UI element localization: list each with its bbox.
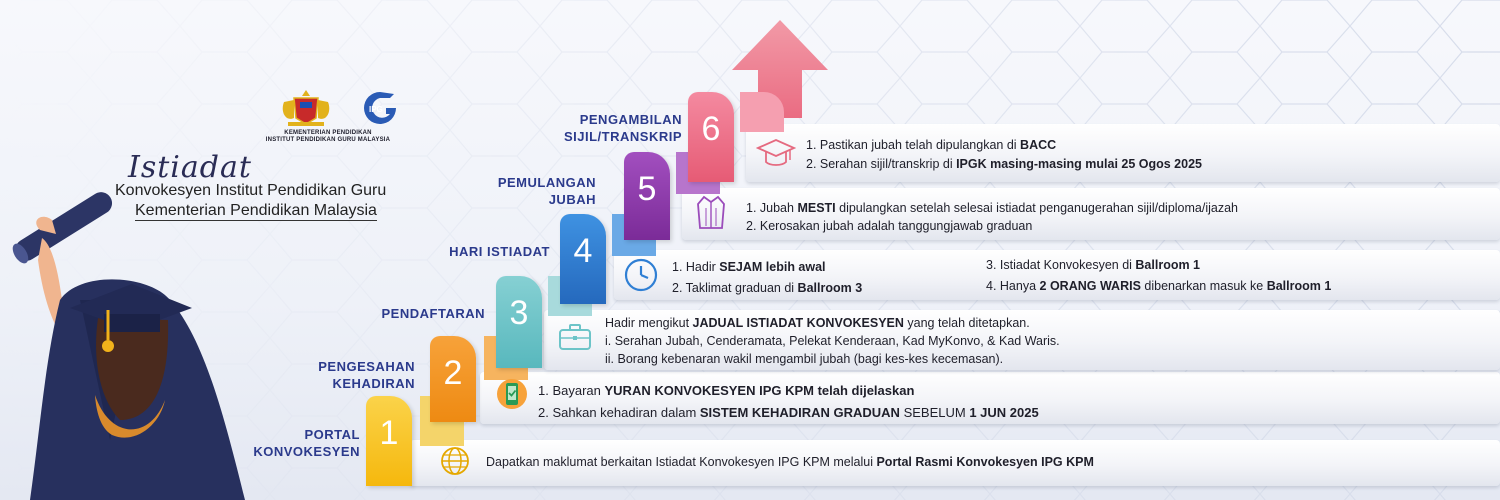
step6-number: 6 [701,110,721,148]
step5-line2: 2. Kerosakan jubah adalah tanggungjawab graduan [746,219,1033,233]
briefcase-icon [558,322,592,352]
step1-label-line1: PORTAL [304,427,360,442]
step5-line1-post: dipulangkan setelah selesai istiadat penganugerahan sijil/diploma/ijazah [835,201,1238,215]
step5-label-line1: PEMULANGAN [497,175,596,190]
globe-icon [440,446,470,476]
ipg-logo-icon [360,90,400,126]
step3-line3: ii. Borang kebenaran wakil mengambil jubah (bagi kes-kes kecemasan). [605,352,1004,366]
graduation-cap-icon [756,136,796,170]
step1-label [253,426,360,460]
step6-line1-bold: BACC [1020,138,1057,152]
step4-label-line1: HARI ISTIADAT [449,244,550,259]
step6-line2-text: 2. Serahan sijil/transkrip di [806,157,957,171]
step3-label-line1: PENDAFTARAN [381,306,485,321]
clock-icon [624,258,658,292]
step2-number: 2 [443,354,463,392]
step4-line4-bold: 2 ORANG WARIS [1039,279,1141,293]
step4-number: 4 [573,232,593,270]
step4-line4-post: dibenarkan masuk ke [1140,279,1267,293]
step6-line2 [806,157,1202,171]
step6-tab [688,92,734,182]
step3-tab [496,276,542,368]
coat-of-arms-icon [280,88,332,128]
title-line1: Konvokesyen Institut Pendidikan Guru [115,182,387,199]
step6-label [564,111,682,145]
mobile-check-icon [496,378,528,410]
step4-line4-text: 4. Hanya [986,279,1040,293]
step1-label-line2: KONVOKESYEN [253,444,360,459]
step6-label-line1: PENGAMBILAN [579,112,682,127]
step2-line2 [538,405,1039,420]
step5-line1-bold: MESTI [797,201,836,215]
logo-caption-line1: KEMENTERIAN PENDIDIKAN [284,130,372,136]
step3-line1-text: Hadir mengikut [605,316,693,330]
step4-line1-bold: SEJAM lebih awal [719,260,826,274]
step4-line3-text: 3. Istiadat Konvokesyen di [986,258,1136,272]
step2-line1 [538,383,914,398]
step2-label-line2: KEHADIRAN [332,376,415,391]
step3-line1 [605,316,1030,330]
step5-line1 [746,201,1238,215]
logo-caption [238,130,418,144]
step2-label [318,358,415,392]
step6-line1 [806,138,1056,152]
logo-area [238,88,418,148]
step2-line2-bold2: 1 JUN 2025 [969,405,1039,420]
step2-tab [430,336,476,422]
step6-label-line2: SIJIL/TRANSKRIP [563,129,682,144]
step6-line2-bold: IPGK masing-masing mulai 25 Ogos 2025 [956,157,1202,171]
step4-tab [560,214,606,304]
step4-line2-bold: Ballroom 3 [797,281,863,295]
step2-line1-bold: YURAN KONVOKESYEN IPG KPM telah dijelaskan [604,383,915,398]
step5-label [498,174,596,208]
step5-tab [624,152,670,240]
step3-number: 3 [509,294,529,332]
step4-line3-bold: Ballroom 1 [1135,258,1201,272]
step3-label [382,305,485,322]
gown-icon [694,194,728,230]
step4-line3 [986,258,1200,272]
step2-line2-bold: SISTEM KEHADIRAN GRADUAN [699,405,900,420]
step4-line1 [672,260,826,274]
step5-number: 5 [637,170,657,208]
logo-caption-line2: INSTITUT PENDIDIKAN GURU MALAYSIA [265,137,391,143]
step6-line1-text: 1. Pastikan jubah telah dipulangkan di [806,138,1021,152]
step6-band [746,124,1500,182]
step4-line2 [672,281,862,295]
step1-tab [366,396,412,486]
step1-line1-text: Dapatkan maklumat berkaitan Istiadat Konvokesyen IPG KPM melalui [486,455,877,469]
step3-line1-bold: JADUAL ISTIADAT KONVOKESYEN [692,316,904,330]
step4-line2-text: 2. Taklimat graduan di [672,281,798,295]
step1-line1 [486,455,1094,469]
title-line2: Kementerian Pendidikan Malaysia [135,202,377,219]
step5-line1-text: 1. Jubah [746,201,798,215]
ipg-logo-text: IPG [369,105,383,114]
step4-label [449,243,550,260]
step4-line1-text: 1. Hadir [672,260,720,274]
step6-tab-back [740,92,784,132]
step2-line2-post: SEBELUM [899,405,970,420]
title-script: Istiadat [128,150,252,185]
step1-line1-bold: Portal Rasmi Konvokesyen IPG KPM [876,455,1094,469]
step2-line1-text: 1. Bayaran [538,383,605,398]
step2-label-line1: PENGESAHAN [318,359,415,374]
step3-line2: i. Serahan Jubah, Cenderamata, Pelekat Kenderaan, Kad MyKonvo, & Kad Waris. [605,334,1060,348]
step1-number: 1 [379,414,399,452]
graduate-illustration [0,190,250,500]
step4-line4 [986,279,1331,293]
step2-line2-text: 2. Sahkan kehadiran dalam [538,405,700,420]
step3-line1-post: yang telah ditetapkan. [903,316,1030,330]
step5-label-line2: JUBAH [548,192,596,207]
step4-line4-bold2: Ballroom 1 [1266,279,1332,293]
